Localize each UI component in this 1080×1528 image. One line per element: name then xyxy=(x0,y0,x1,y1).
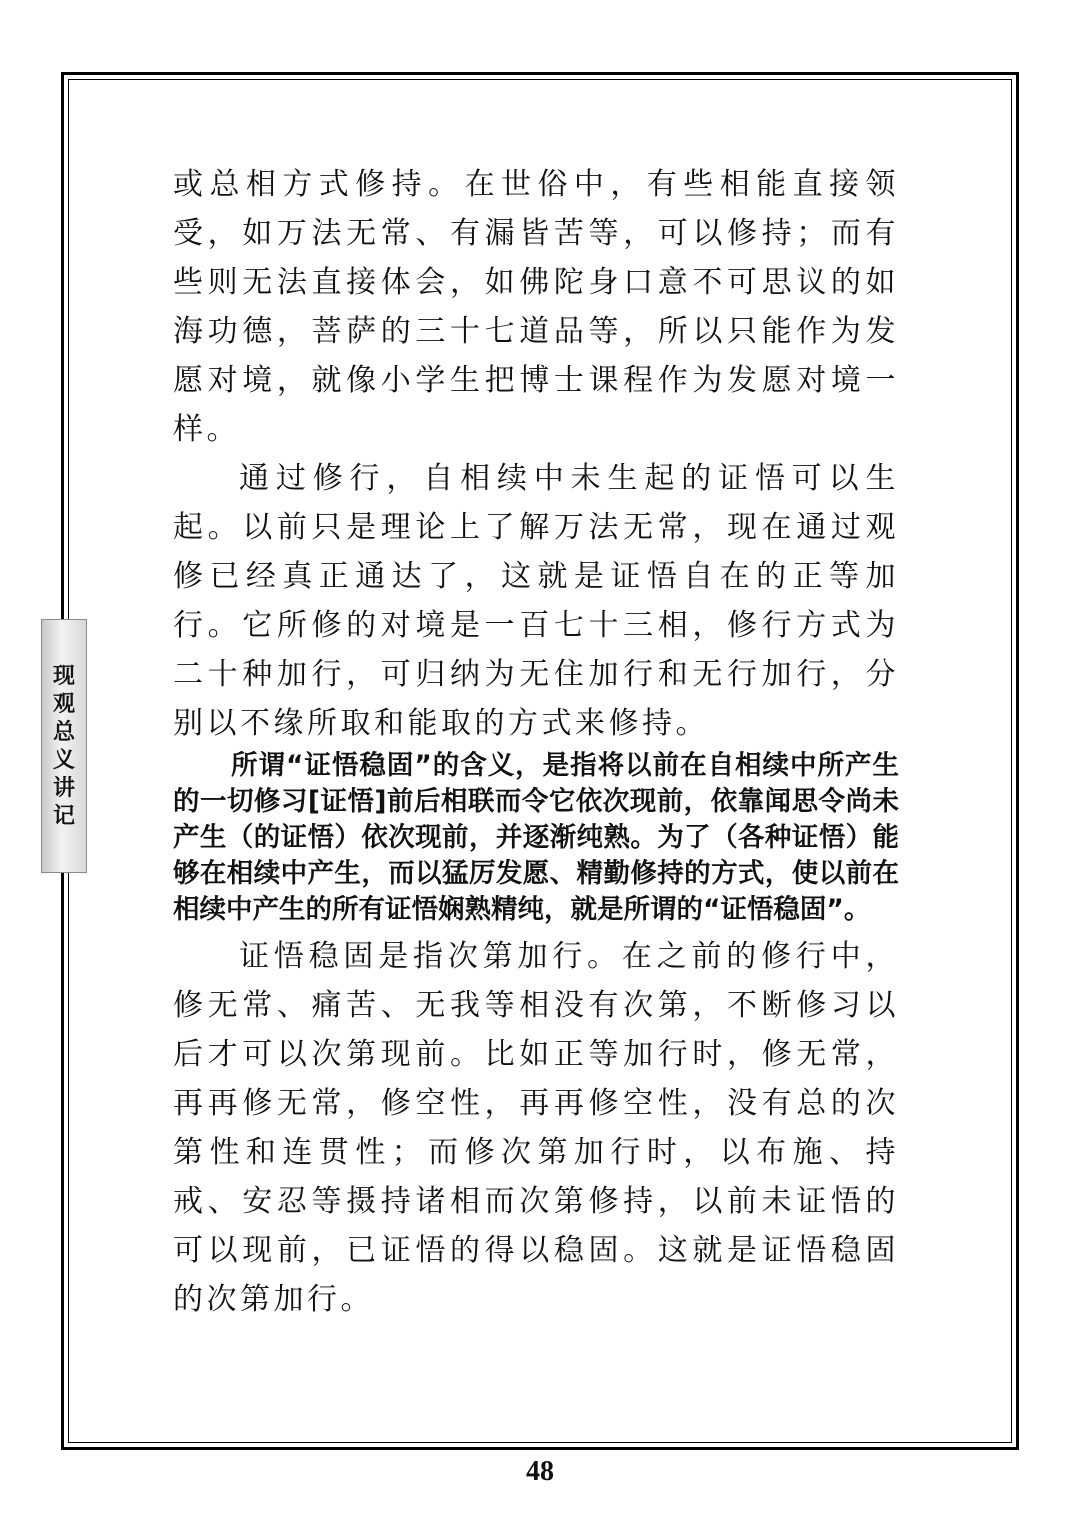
side-tab-char: 讲 xyxy=(52,775,75,801)
paragraph-4: 证悟稳固是指次第加行。在之前的修行中，修无常、痛苦、无我等相没有次第，不断修习以后才可以次第现前。比如正等加行时，修无常，再再修无常，修空性，再再修空性，没有总的次第性和连贯性；而修次第加行时，以布施、持戒、安忍等摄持诸相而次第修持，以前未证悟的可以现前，已证悟的得以稳固。这就是证悟稳固的次第加行。 xyxy=(173,939,899,1317)
side-tab-char: 记 xyxy=(52,803,75,829)
side-tab-char: 总 xyxy=(52,719,75,745)
paragraph-1: 或总相方式修持。在世俗中，有些相能直接领受，如万法无常、有漏皆苦等，可以修持；而有些则无法直接体会，如佛陀身口意不可思议的如海功德，菩萨的三十七道品等，所以只能作为发愿对境，就像小学生把博士课程作为发愿对境一样。 xyxy=(173,167,899,447)
paragraph-3-quote: 所谓“证悟稳固”的含义，是指将以前在自相续中所产生的一切修习[证悟]前后相联而令它依次现前，依靠闻思令尚未产生（的证悟）依次现前，并逐渐纯熟。为了（各种证悟）能够在相续中产生，而以猛厉发愿、精勤修持的方式，使以前在相续中产生的所有证悟娴熟精纯，就是所谓的“证悟稳固”。 xyxy=(173,750,899,925)
side-tab-char: 观 xyxy=(52,691,75,717)
side-tab-char: 现 xyxy=(52,663,75,689)
side-tab-book-title xyxy=(41,619,87,873)
page-number: 48 xyxy=(526,1456,554,1487)
paragraph-2: 通过修行，自相续中未生起的证悟可以生起。以前只是理论上了解万法无常，现在通过观修已经真正通达了，这就是证悟自在的正等加行。它所修的对境是一百七十三相，修行方式为二十种加行，可归纳为无住加行和无行加行，分别以不缘所取和能取的方式来修持。 xyxy=(173,461,899,741)
page-body xyxy=(173,160,899,1324)
side-tab-char: 义 xyxy=(52,747,75,773)
